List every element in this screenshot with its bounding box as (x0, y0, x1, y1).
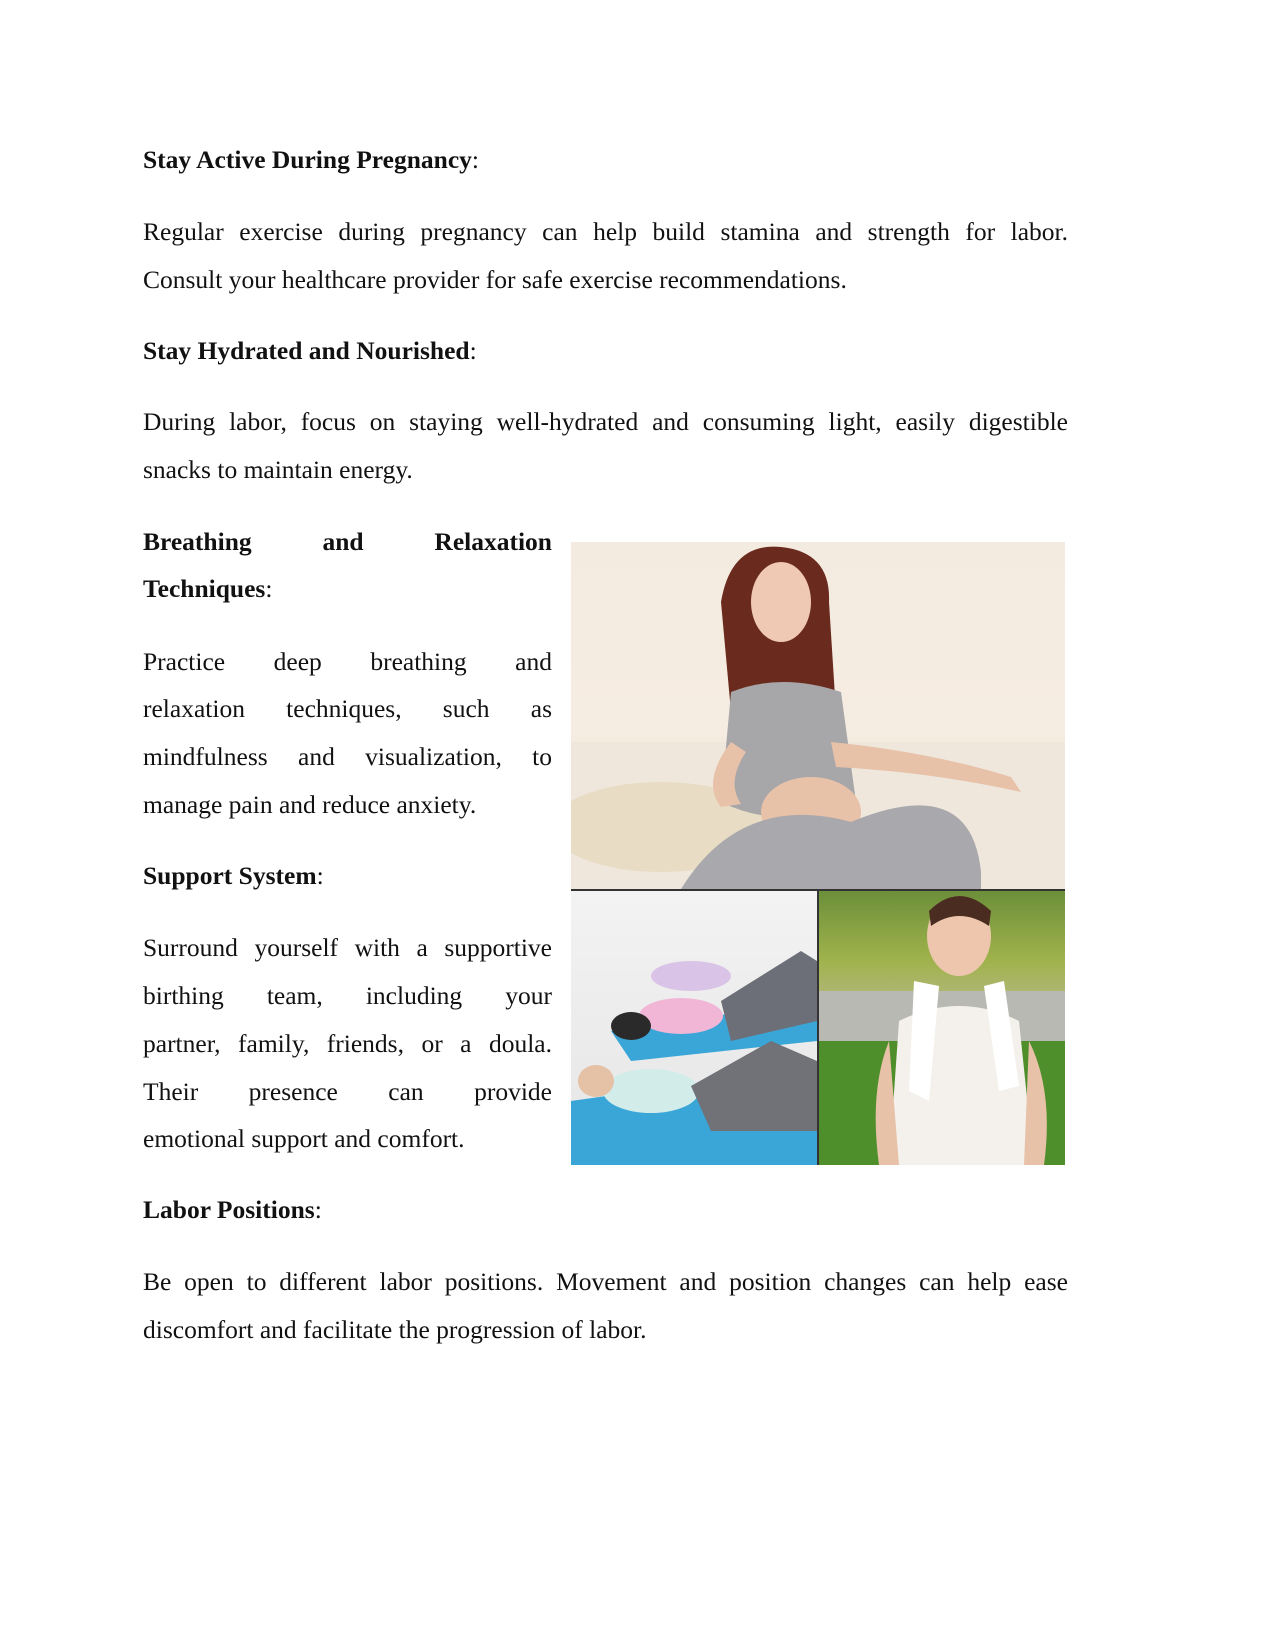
yoga-mat-illustration (571, 891, 817, 1165)
paragraph-line: Regular exercise during pregnancy can help build stamina and strength for labor. (143, 217, 1068, 246)
paragraph-line: snacks to maintain energy. (143, 455, 413, 484)
paragraph-line: emotional support and comfort. (143, 1124, 465, 1153)
heading-colon: : (471, 145, 479, 174)
paragraph-line: Consult your healthcare provider for safe exercise recommendations. (143, 265, 847, 294)
heading-text: Support System (143, 861, 317, 890)
paragraph-line: Their presence can provide (143, 1077, 552, 1106)
photo-women-on-yoga-mats (571, 891, 817, 1165)
heading-colon: : (316, 861, 324, 890)
heading-colon: : (314, 1195, 322, 1224)
heading-text: Labor Positions (143, 1195, 315, 1224)
paragraph-line: During labor, focus on staying well-hydrated and consuming light, easily digestible (143, 407, 1068, 436)
paragraph-line: mindfulness and visualization, to (143, 742, 552, 771)
heading-colon: : (265, 574, 273, 603)
paragraph-line: relaxation techniques, such as (143, 694, 552, 723)
heading-text: Stay Hydrated and Nourished (143, 336, 470, 365)
heading-text: Techniques (143, 574, 266, 603)
paragraph-line: manage pain and reduce anxiety. (143, 790, 477, 819)
paragraph-line: Surround yourself with a supportive (143, 933, 552, 962)
heading-stay-active (143, 145, 1068, 175)
pregnancy-exercise-photo-collage (571, 542, 1065, 1165)
heading-support-system (143, 861, 552, 891)
outdoor-illustration (819, 891, 1065, 1165)
photo-woman-outdoors-with-towel (819, 891, 1065, 1165)
paragraph-line: Practice deep breathing and (143, 647, 552, 676)
heading-stay-hydrated (143, 336, 1068, 366)
paragraph-line: Be open to different labor positions. Movement and position changes can help ease (143, 1267, 1068, 1296)
heading-text: Breathing and Relaxation (143, 527, 552, 556)
photo-meditating-woman (571, 542, 1065, 889)
heading-breathing-cont (143, 574, 552, 604)
heading-colon: : (469, 336, 477, 365)
paragraph-line: discomfort and facilitate the progression of labor. (143, 1315, 647, 1344)
paragraph-line: partner, family, friends, or a doula. (143, 1029, 552, 1058)
paragraph-line: birthing team, including your (143, 981, 552, 1010)
heading-labor-positions (143, 1195, 1068, 1225)
heading-breathing (143, 527, 552, 557)
heading-text: Stay Active During Pregnancy (143, 145, 472, 174)
meditation-illustration (571, 542, 1065, 889)
